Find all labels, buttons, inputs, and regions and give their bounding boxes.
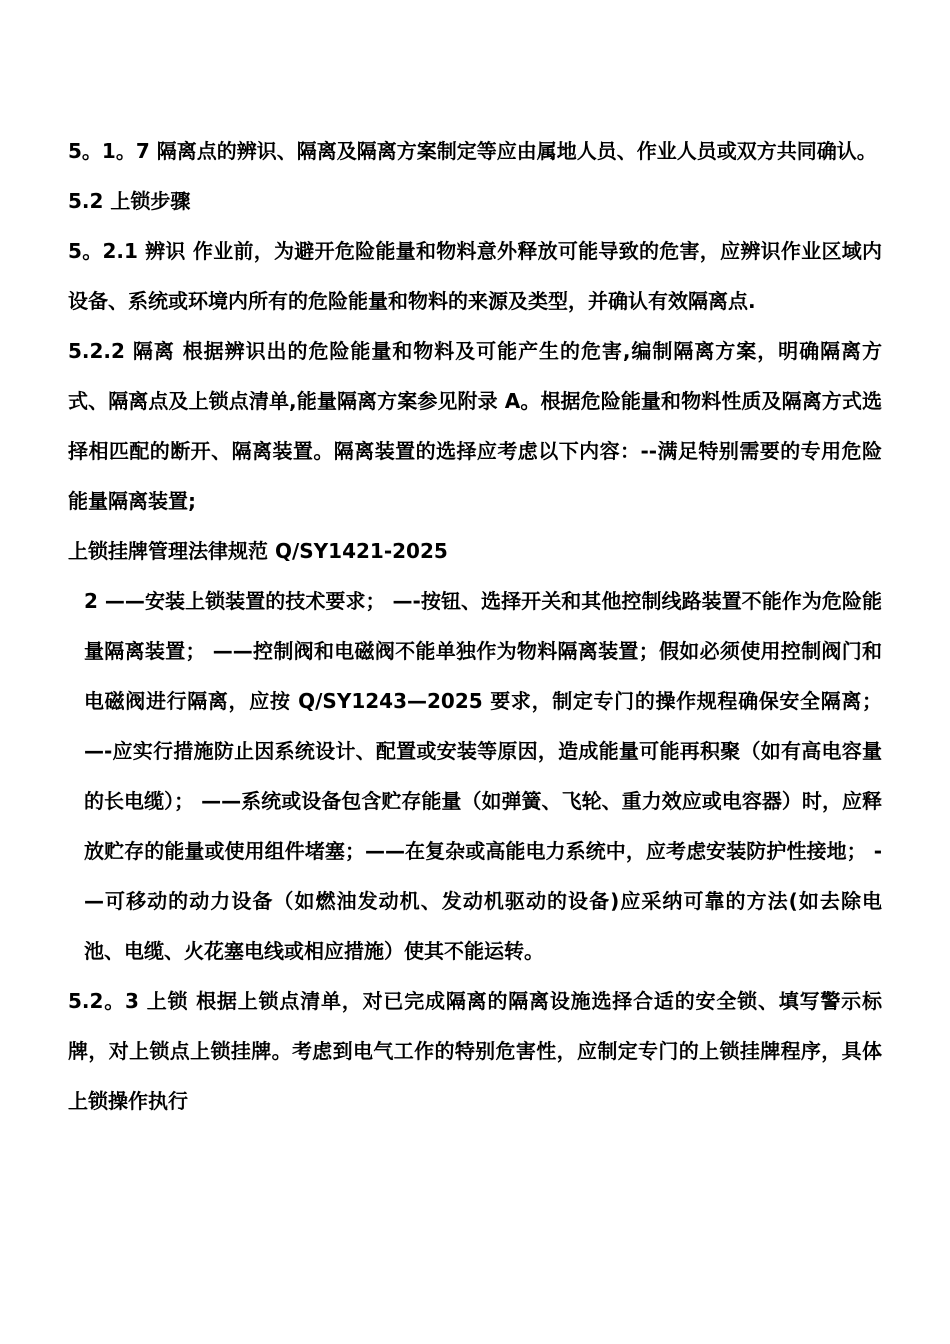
running-header: 上锁挂牌管理法律规范 Q/SY1421-2025 [68, 539, 448, 563]
isolation-requirements-list: 2 ——安装上锁装置的技术要求； —-按钮、选择开关和其他控制线路装置不能作为危险能量隔离装置； ——控制阀和电磁阀不能单独作为物料隔离装置；假如必须使用控制阀门和电磁阀进行隔离，应按 Q/SY1243—2025 要求，制定专门的操作规程确保安全隔离； —-应实行措施防止因系统设计、配置或安装等原因，造成能量可能再积聚（如有高电容量的长电缆）； ——系统或设备包含贮存能量（如弹簧、飞轮、重力效应或电容器）时，应释放贮存的能量或使用组件堵塞；——在复杂或高能电力系统中，应考虑安装防护性接地； -—可移动的动力设备（如燃油发动机、发动机驱动的设备)应采纳可靠的方法(如去除电池、电缆、火花塞电线或相应措施）使其不能运转。 [84, 589, 882, 963]
section-heading-5-2: 5.2 上锁步骤 [68, 189, 191, 213]
clause-5-1-7: 5。1。7 隔离点的辨识、隔离及隔离方案制定等应由属地人员、作业人员或双方共同确认。 [68, 139, 877, 163]
document-page [68, 126, 882, 1126]
clause-5-2-3: 5.2。3 上锁 根据上锁点清单，对已完成隔离的隔离设施选择合适的安全锁、填写警示标牌，对上锁点上锁挂牌。考虑到电气工作的特别危害性，应制定专门的上锁挂牌程序，具体上锁操作执行 [68, 989, 882, 1113]
clause-5-2-1: 5。2.1 辨识 作业前，为避开危险能量和物料意外释放可能导致的危害，应辨识作业区域内设备、系统或环境内所有的危险能量和物料的来源及类型，并确认有效隔离点. [68, 239, 882, 313]
clause-5-2-2: 5.2.2 隔离 根据辨识出的危险能量和物料及可能产生的危害,编制隔离方案，明确隔离方式、隔离点及上锁点清单,能量隔离方案参见附录 A。根据危险能量和物料性质及隔离方式选择相匹配的断开、隔离装置。隔离装置的选择应考虑以下内容：--满足特别需要的专用危险能量隔离装置; [68, 339, 882, 513]
